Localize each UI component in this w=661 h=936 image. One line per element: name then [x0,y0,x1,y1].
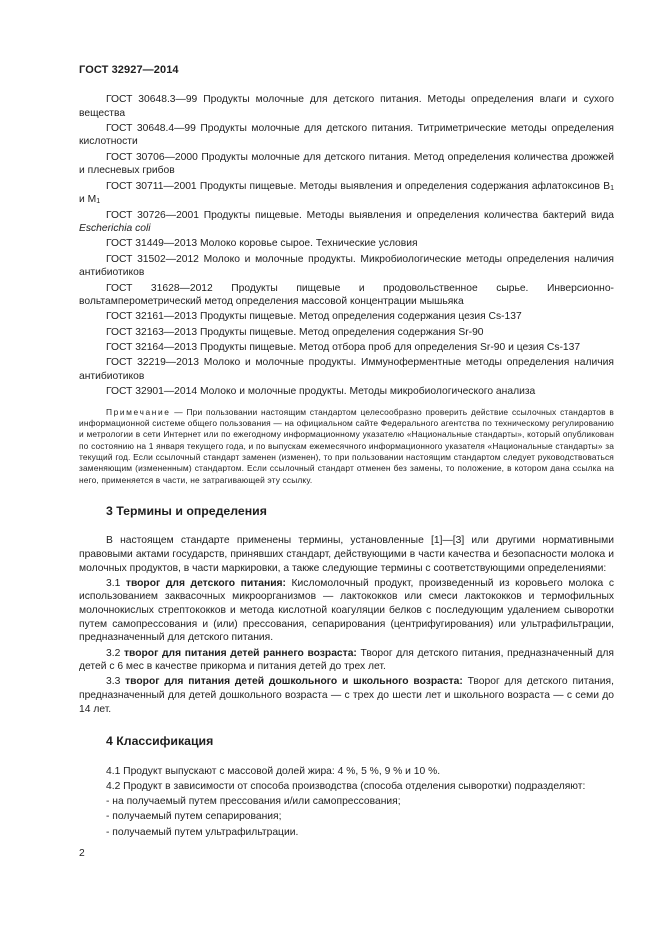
term-definition-3-2 [79,647,614,674]
section-3-intro: В настоящем стандарте применены термины, установленные [1]—[3] или другими нормативными правовыми актами государств, принявших стандарт, действующими в части качества и безопасности молока и молочных продуктов, в части маркировки, а также следующие термины с соответствующими определениями: [79,535,614,574]
note-label: Примечание [106,406,171,417]
section-3-heading: 3 Термины и определения [106,503,267,518]
term-title: творог для детского питания: [125,577,286,589]
term-number: 3.2 [106,647,124,659]
section-4-heading: 4 Классификация [106,734,214,749]
normative-references-list [79,93,614,399]
reference-text: ГОСТ 30711—2001 Продукты пищевые. Методы выявления и определения содержания афлатоксинов B [106,180,611,192]
clause-4-1: 4.1 Продукт выпускают с массовой долей жира: 4 %, 5 %, 9 % и 10 %. [106,765,441,777]
note-text: — При пользовании настоящим стандартом целесообразно проверить действие ссылочных стандартов в информационной системе общего пользования — на официальном сайте Федерального агентства по техническому регулированию и метрологии в сети Интернет или по ежегодному информационному указателю «Национальные стандарты», который опубликован по состоянию на 1 января текущего года, и по выпускам ежемесячного информационного указателя «Национальные стандарты» за текущий год. Если ссылочный стандарт заменен (изменен), то при пользовании настоящим стандартом следует руководствоваться заменяющим (измененным) стандартом. Если ссылочный стандарт отменен без замены, то положение, в котором дана ссылка на него, применяется в части, не затрагивающей эту ссылку. [79,406,614,485]
term-text: Творог для детского питания, предназначенный для детей с 6 мес в качестве прикорма и питания детей до трех лет. [79,647,614,673]
reference-item [79,180,614,207]
reference-item: ГОСТ 31449—2013 Молоко коровье сырое. Технические условия [106,238,418,250]
subscript: 1 [96,198,101,206]
reference-text-continued: и M [79,194,97,206]
reference-item: ГОСТ 31502—2012 Молоко и молочные продукты. Микробиологические методы определения наличия антибиотиков [79,253,614,279]
reference-item: ГОСТ 30648.3—99 Продукты молочные для детского питания. Методы определения влаги и сухого вещества [79,94,614,119]
document-header: ГОСТ 32927—2014 [79,64,179,76]
term-definition-3-3 [79,675,614,716]
note-paragraph [79,407,614,486]
list-item: - получаемый путем сепарирования; [106,811,282,823]
reference-text: ГОСТ 30726—2001 Продукты пищевые. Методы выявления и определения количества бактерий вида [106,209,614,221]
reference-item: ГОСТ 32901—2014 Молоко и молочные продукты. Методы микробиологического анализа [106,386,536,398]
term-definition-3-1 [79,577,614,645]
list-item: - получаемый путем ультрафильтрации. [106,826,299,838]
term-number: 3.3 [106,676,126,688]
term-number: 3.1 [106,577,126,589]
reference-item: ГОСТ 32161—2013 Продукты пищевые. Метод определения содержания цезия Cs-137 [106,311,522,323]
reference-item: ГОСТ 32219—2013 Молоко и молочные продукты. Иммуноферментные методы определения наличия антибиотиков [79,357,614,382]
term-text: Кисломолочный продукт, произведенный из коровьего молока с использованием заквасочных микроорганизмов — лактококков или смеси лактококков и термофильных молочнокислых стрептококков и метода кислотной коагуляции белков с последующим удалением сыворотки путем самопрессования и (или) прессования, сепарирования (центрифугирования) или ультрафильтрации, предназначенный для детского питания. [79,577,614,644]
term-title: творог для питания детей раннего возраста: [123,647,357,659]
species-name: Escherichia coli [79,223,151,235]
subscript: 1 [610,184,614,192]
page-number: 2 [79,848,85,859]
reference-item [79,209,614,236]
reference-item: ГОСТ 30706—2000 Продукты молочные для детского питания. Метод определения количества дрожжей и плесневых грибов [79,151,614,177]
term-title: творог для питания детей дошкольного и школьного возраста: [125,676,463,688]
reference-item: ГОСТ 30648.4—99 Продукты молочные для детского питания. Титриметрические методы определения кислотности [79,122,614,148]
clause-4-2: 4.2 Продукт в зависимости от способа производства (способа отделения сыворотки) подразделяют: [106,781,586,793]
reference-item: ГОСТ 31628—2012 Продукты пищевые и продовольственное сырье. Инверсионно-вольтамперометрический метод определения массовой концентрации мышьяка [79,282,614,308]
reference-item: ГОСТ 32164—2013 Продукты пищевые. Метод отбора проб для определения Sr-90 и цезия Cs-137 [106,341,581,353]
list-item: - на получаемый путем прессования и/или самопрессования; [106,796,401,808]
reference-item: ГОСТ 32163—2013 Продукты пищевые. Метод определения содержания Sr-90 [106,326,484,338]
production-method-list [79,795,614,839]
document-body [79,93,614,841]
term-text: Творог для детского питания, предназначенный для детей дошкольного возраста — с трех до шести лет и школьного возраста — с семи до 14 лет. [79,676,614,715]
